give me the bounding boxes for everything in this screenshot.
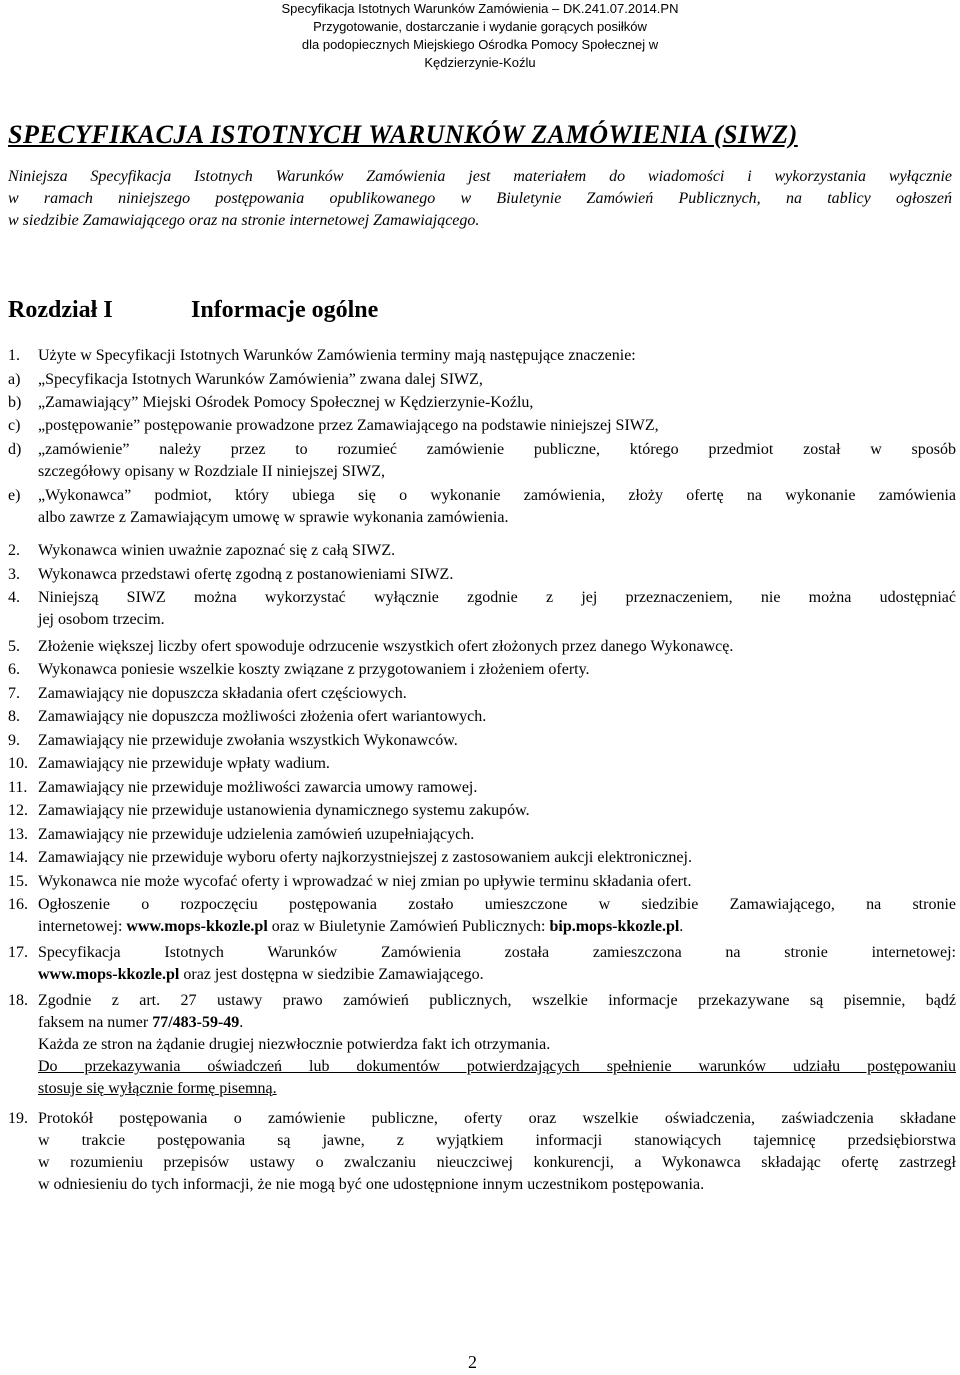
- item-text: Wykonawca przedstawi ofertę zgodną z postanowieniami SIWZ.: [38, 566, 454, 583]
- item-number: 13.: [8, 826, 28, 843]
- item-line: stosuje się wyłącznie formę pisemną.: [38, 1080, 277, 1097]
- item-text: Zamawiający nie dopuszcza składania ofert częściowych.: [38, 685, 407, 702]
- intro-paragraph: [8, 166, 952, 232]
- item-text: [38, 942, 956, 986]
- item-text: [38, 485, 956, 529]
- item-line: Do przekazywania oświadczeń lub dokumentów potwierdzających spełnienie warunków udziału postępowaniu: [38, 1058, 956, 1075]
- text-fragment: internetowej:: [38, 918, 127, 935]
- item-line: [38, 916, 956, 938]
- item-number: 4.: [8, 589, 20, 606]
- item-number: 14.: [8, 849, 28, 866]
- page-number: 2: [468, 1352, 477, 1372]
- item-number: 2.: [8, 542, 20, 559]
- text-fragment: .: [239, 1014, 244, 1031]
- item-text: [38, 439, 956, 483]
- chapter-number: Rozdział I: [8, 297, 113, 323]
- text-fragment: .: [679, 918, 684, 935]
- item-letter: a): [8, 371, 21, 388]
- item-text: [38, 1108, 956, 1196]
- chapter-heading: [8, 297, 378, 324]
- item-letter: d): [8, 441, 22, 458]
- item-text: [38, 990, 956, 1100]
- fax-number: 77/483-59-49: [152, 1014, 240, 1031]
- item-line: „Wykonawca” podmiot, który ubiega się o wykonanie zamówienia, złoży ofertę na wykonanie zamówienia: [38, 487, 956, 504]
- item-number: 9.: [8, 732, 20, 749]
- item-number: 7.: [8, 685, 20, 702]
- item-number: 11.: [8, 779, 28, 796]
- chapter-name: Informacje ogólne: [191, 297, 379, 323]
- item-line: [38, 964, 956, 986]
- item-line: Protokół postępowania o zamówienie publiczne, oferty oraz wszelkie oświadczenia, zaświadczenia składane: [38, 1110, 956, 1127]
- header-line-1: Specyfikacja Istotnych Warunków Zamówienia – DK.241.07.2014.PN: [281, 1, 679, 16]
- website-link[interactable]: www.mops-kkozle.pl: [126, 918, 268, 935]
- item-line: w rozumieniu przepisów ustawy o zwalczaniu nieuczciwej konkurencji, a Wykonawca składając ofertę zastrzegł: [38, 1154, 956, 1171]
- item-text: Zamawiający nie przewiduje wpłaty wadium.: [38, 755, 330, 772]
- item-line: szczegółowy opisany w Rozdziale II niniejszej SIWZ,: [38, 463, 385, 480]
- item-text: Użyte w Specyfikacji Istotnych Warunków Zamówienia terminy mają następujące znaczenie:: [38, 347, 636, 364]
- item-text: „Zamawiający” Miejski Ośrodek Pomocy Społecznej w Kędzierzynie-Koźlu,: [38, 394, 534, 411]
- item-number: 15.: [8, 873, 28, 890]
- item-number: 10.: [8, 755, 28, 772]
- item-number: 3.: [8, 566, 20, 583]
- item-number: 16.: [8, 896, 28, 913]
- item-text: Zamawiający nie przewiduje ustanowienia dynamicznego systemu zakupów.: [38, 802, 530, 819]
- item-text: „Specyfikacja Istotnych Warunków Zamówienia” zwana dalej SIWZ,: [38, 371, 483, 388]
- item-number: 17.: [8, 944, 28, 961]
- item-text: Wykonawca winien uważnie zapoznać się z całą SIWZ.: [38, 542, 396, 559]
- text-fragment: oraz w Biuletynie Zamówień Publicznych:: [267, 918, 550, 935]
- header-line-3: dla podopiecznych Miejskiego Ośrodka Pomocy Społecznej w Kędzierzynie-Koźlu: [301, 37, 659, 70]
- item-text: Zamawiający nie przewiduje możliwości zawarcia umowy ramowej.: [38, 779, 478, 796]
- item-number: 6.: [8, 661, 20, 678]
- intro-line-1: Niniejsza Specyfikacja Istotnych Warunków Zamówienia jest materiałem do wiadomości i wykorzystania wyłącznie: [8, 168, 952, 185]
- item-text: [38, 587, 956, 631]
- item-text: Zamawiający nie przewiduje wyboru oferty najkorzystniejszej z zastosowaniem aukcji elektronicznej.: [38, 849, 692, 866]
- item-text: Wykonawca nie może wycofać oferty i wprowadzać w niej zmian po upływie terminu składania ofert.: [38, 873, 692, 890]
- item-line: w odniesieniu do tych informacji, że nie mogą być one udostępnione innym uczestnikom postępowania.: [38, 1176, 705, 1193]
- item-line: Niniejszą SIWZ można wykorzystać wyłącznie zgodnie z jej przeznaczeniem, nie można udostępniać: [38, 589, 956, 606]
- item-text: Zamawiający nie przewiduje zwołania wszystkich Wykonawców.: [38, 732, 458, 749]
- intro-line-2: w ramach niniejszego postępowania opublikowanego w Biuletynie Zamówień Publicznych, na tablicy ogłoszeń: [8, 190, 952, 207]
- intro-line-3: w siedzibie Zamawiającego oraz na stronie internetowej Zamawiającego.: [8, 212, 480, 229]
- item-text: Zamawiający nie przewiduje udzielenia zamówień uzupełniających.: [38, 826, 475, 843]
- item-letter: c): [8, 417, 21, 434]
- item-line: Każda ze stron na żądanie drugiej niezwłocznie potwierdza fakt ich otrzymania.: [38, 1036, 551, 1053]
- item-text: Zamawiający nie dopuszcza możliwości złożenia ofert wariantowych.: [38, 708, 487, 725]
- page-header: [262, 0, 698, 72]
- item-number: 5.: [8, 638, 20, 655]
- text-fragment: oraz jest dostępna w siedzibie Zamawiającego.: [179, 966, 484, 983]
- header-line-2: Przygotowanie, dostarczanie i wydanie gorących posiłków: [313, 19, 647, 34]
- website-link[interactable]: www.mops-kkozle.pl: [38, 966, 180, 983]
- item-line: [38, 1012, 956, 1034]
- item-text: Wykonawca poniesie wszelkie koszty związane z przygotowaniem i złożeniem oferty.: [38, 661, 590, 678]
- document-title: SPECYFIKACJA ISTOTNYCH WARUNKÓW ZAMÓWIENIA (SIWZ): [8, 120, 798, 149]
- item-line: jej osobom trzecim.: [38, 611, 165, 628]
- item-line: „zamówienie” należy przez to rozumieć zamówienie publiczne, którego przedmiot został w sposób: [38, 441, 956, 458]
- text-fragment: faksem na numer: [38, 1014, 153, 1031]
- item-line: Specyfikacja Istotnych Warunków Zamówienia została zamieszczona na stronie internetowej:: [38, 944, 956, 961]
- item-line: albo zawrze z Zamawiającym umowę w sprawie wykonania zamówienia.: [38, 509, 509, 526]
- item-letter: b): [8, 394, 22, 411]
- item-line: Ogłoszenie o rozpoczęciu postępowania zostało umieszczone w siedzibie Zamawiającego, na stronie: [38, 896, 956, 913]
- item-line: w trakcie postępowania są jawne, z wyjątkiem informacji stanowiących tajemnicę przedsiębiorstwa: [38, 1132, 956, 1149]
- item-number: 1.: [8, 347, 20, 364]
- item-number: 8.: [8, 708, 20, 725]
- item-number: 12.: [8, 802, 28, 819]
- item-text: [38, 894, 956, 938]
- item-number: 19.: [8, 1110, 28, 1127]
- item-letter: e): [8, 487, 21, 504]
- item-text: „postępowanie” postępowanie prowadzone przez Zamawiającego na podstawie niniejszej SIWZ,: [38, 417, 659, 434]
- item-line: Zgodnie z art. 27 ustawy prawo zamówień publicznych, wszelkie informacje przekazywane są pisemnie, bądź: [38, 992, 956, 1009]
- bip-link[interactable]: bip.mops-kkozle.pl: [549, 918, 680, 935]
- item-text: Złożenie większej liczby ofert spowoduje odrzucenie wszystkich ofert złożonych przez danego Wykonawcę.: [38, 638, 734, 655]
- item-number: 18.: [8, 992, 28, 1009]
